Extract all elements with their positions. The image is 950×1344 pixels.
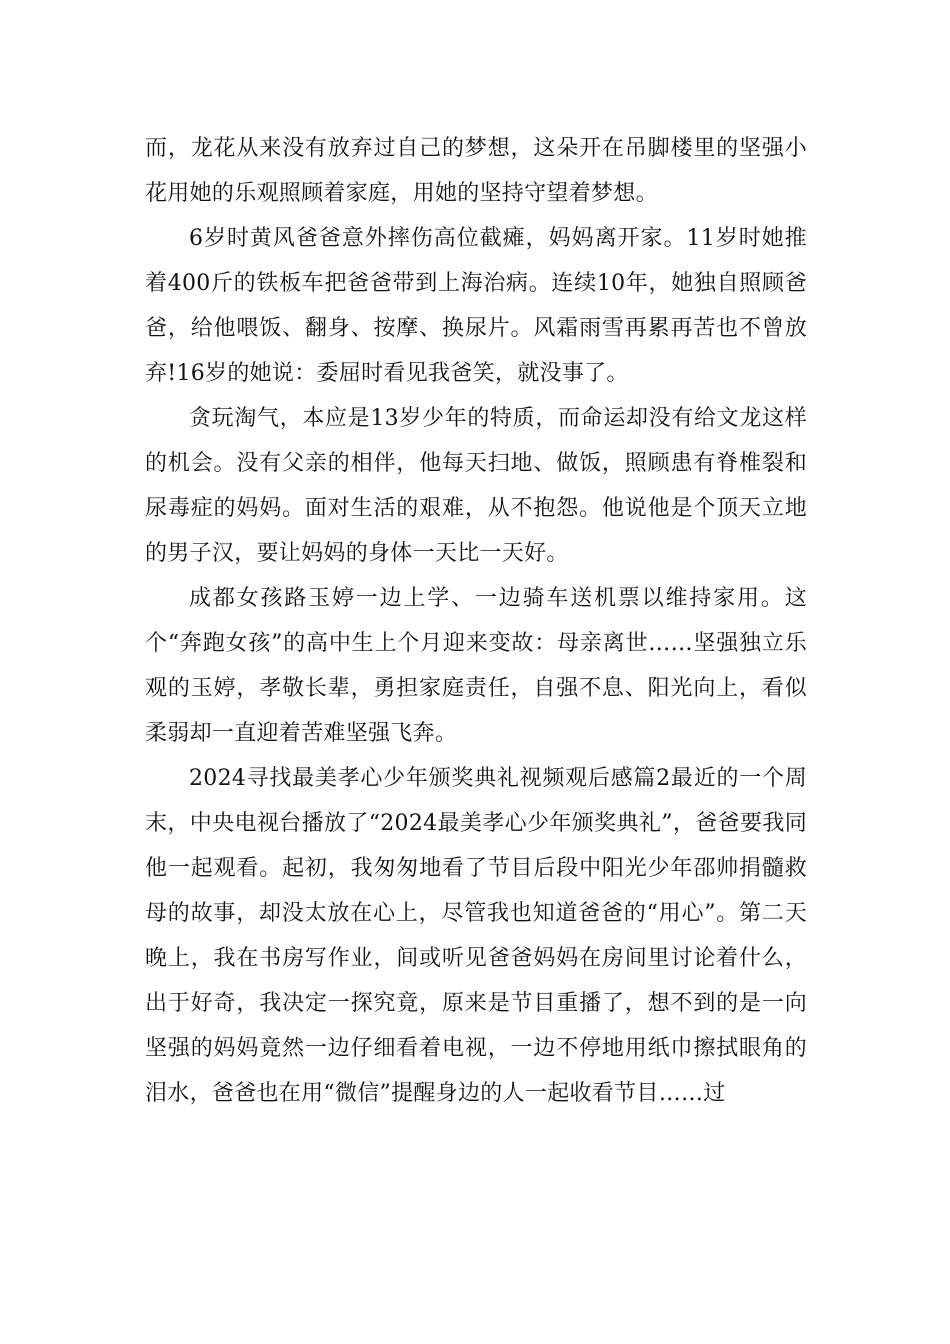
paragraph-3: 贪玩淘气，本应是13岁少年的特质，而命运却没有给文龙这样的机会。没有父亲的相伴，他每天扫地、做饭，照顾患有脊椎裂和尿毒症的妈妈。面对生活的艰难，从不抱怨。他说他是个顶天立地的男子汉，要让妈妈的身体一天比一天好。: [145, 406, 807, 566]
paragraph-4: 成都女孩路玉婷一边上学、一边骑车送机票以维持家用。这个“奔跑女孩”的高中生上个月迎来变故：母亲离世……坚强独立乐观的玉婷，孝敬长辈，勇担家庭责任，自强不息、阳光向上，看似柔弱却一直迎着苦难坚强飞奔。: [145, 586, 807, 746]
paragraph-5: 2024寻找最美孝心少年颁奖典礼视频观后感篇2最近的一个周末，中央电视台播放了“2024最美孝心少年颁奖典礼”，爸爸要我同他一起观看。起初，我匆匆地看了节目后段中阳光少年邵帅捐髓救母的故事，却没太放在心上，尽管我也知道爸爸的“用心”。第二天晚上，我在书房写作业，间或听见爸爸妈妈在房间里讨论着什么，出于好奇，我决定一探究竟，原来是节目重播了，想不到的是一向坚强的妈妈竟然一边仔细看着电视，一边不停地用纸巾擦拭眼角的泪水，爸爸也在用“微信”提醒身边的人一起收看节目……过: [145, 766, 807, 1106]
paragraph-1: 而，龙花从来没有放弃过自己的梦想，这朵开在吊脚楼里的坚强小花用她的乐观照顾着家庭，用她的坚持守望着梦想。: [145, 136, 807, 206]
paragraph-2: 6岁时黄风爸爸意外摔伤高位截瘫，妈妈离开家。11岁时她推着400斤的铁板车把爸爸带到上海治病。连续10年，她独自照顾爸爸，给他喂饭、翻身、按摩、换尿片。风霜雨雪再累再苦也不曾放弃!16岁的她说：委屈时看见我爸笑，就没事了。: [145, 226, 807, 386]
document-body: [145, 126, 807, 1116]
